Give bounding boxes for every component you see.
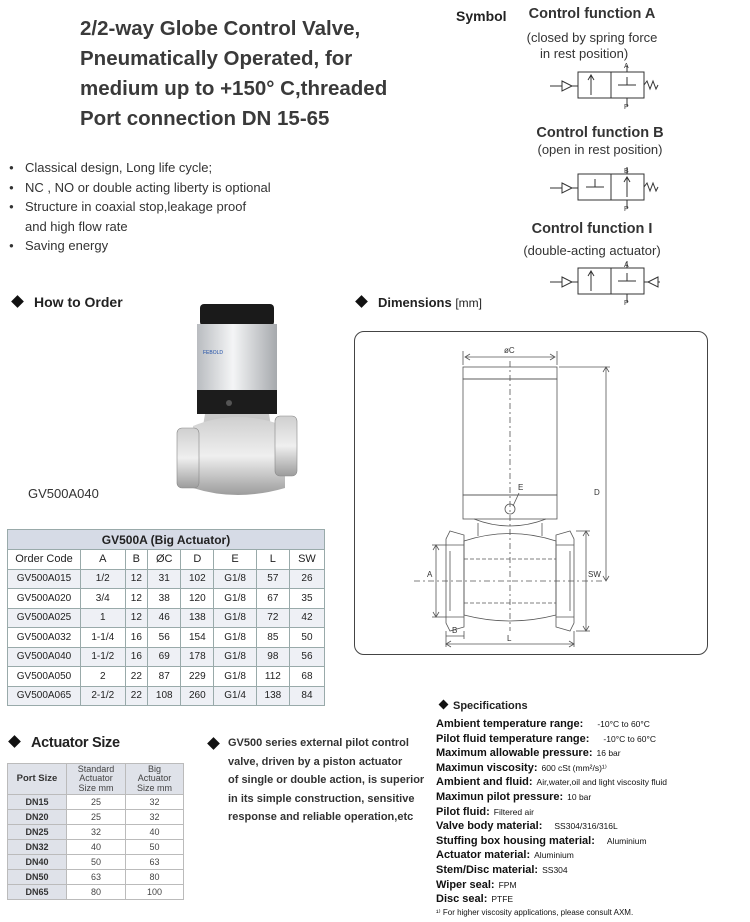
- specifications-list: [436, 717, 748, 919]
- symbol-function-i: [548, 258, 660, 306]
- feature-item: ● Structure in coaxial stop,leakage proof: [8, 197, 308, 217]
- order-table-header: [8, 550, 325, 570]
- diamond-bullet-icon: [355, 295, 368, 308]
- table-row: GV500A040 1-1/2 16 69 178 G1/8 98 56: [8, 647, 325, 667]
- port-label-a: A: [624, 63, 629, 70]
- cf-subtitle: (open in rest position): [537, 142, 663, 157]
- table-row: DN32 40 50: [8, 840, 184, 855]
- control-function-b: [490, 124, 710, 158]
- cf-subtitle: (double-acting actuator): [523, 243, 661, 258]
- brand-label: FEBOLD: [203, 350, 224, 356]
- control-function-i: [482, 220, 702, 259]
- spec-item: Valve body material: SS304/316/316L: [436, 820, 618, 833]
- spec-item: Maximum allowable pressure: 16 bar: [436, 747, 621, 760]
- col-header: Order Code: [8, 550, 81, 570]
- dim-label-e: E: [518, 483, 524, 492]
- dim-label-a: A: [427, 570, 433, 579]
- col-header: Port Size: [8, 764, 67, 795]
- dim-label-c: øC: [504, 346, 515, 355]
- actuator-size-table: [7, 763, 184, 900]
- col-header: D: [181, 550, 214, 570]
- port-label-a: A: [624, 262, 629, 269]
- col-header: L: [256, 550, 289, 570]
- cf-title: Control function B: [536, 125, 664, 141]
- specifications-heading: Specifications: [440, 700, 528, 712]
- spec-item: Disc seal: PTFE: [436, 893, 514, 906]
- dim-label-sw: SW: [588, 570, 601, 579]
- spec-footnote: ¹⁾ For higher viscosity applications, please consult AXM.: [436, 907, 634, 917]
- dim-label-d: D: [594, 488, 600, 497]
- port-label-p: P: [624, 300, 629, 306]
- table-row: GV500A020 3/4 12 38 120 G1/8 67 35: [8, 589, 325, 609]
- symbol-function-b: [548, 164, 660, 212]
- feature-item-continued: and high flow rate: [25, 218, 128, 234]
- title-line: Port connection DN 15-65: [80, 107, 330, 130]
- spec-item: Stem/Disc material: SS304: [436, 863, 568, 876]
- table-row: DN40 50 63: [8, 855, 184, 870]
- feature-item: ● Saving energy: [8, 236, 308, 256]
- spec-item: Pilot fluid temperature range: -10°C to 60°C: [436, 732, 657, 745]
- port-label-p: P: [624, 206, 629, 212]
- feature-list: [8, 158, 308, 256]
- table-row: DN15 25 32: [8, 795, 184, 810]
- table-row: GV500A065 2-1/2 22 108 260 G1/4 138 84: [8, 686, 325, 706]
- title-line: medium up to +150° C,threaded: [80, 77, 388, 100]
- order-table: [7, 529, 325, 706]
- dim-label-b: B: [452, 626, 458, 635]
- diamond-bullet-icon: [8, 735, 21, 748]
- diamond-bullet-icon: [11, 295, 24, 308]
- col-header: B: [125, 550, 148, 570]
- actuator-size-heading: Actuator Size: [10, 735, 120, 751]
- diamond-bullet-icon: [439, 700, 449, 710]
- col-header: Standard Actuator Size mm: [67, 764, 126, 795]
- control-function-a: [482, 5, 702, 62]
- title-line: Pneumatically Operated, for: [80, 47, 353, 70]
- cf-title: Control function A: [528, 6, 656, 22]
- feature-item: ● NC , NO or double acting liberty is optional: [8, 178, 308, 198]
- valve-product-image: [175, 298, 300, 500]
- spec-item: Stuffing box housing material: Aluminium: [436, 834, 647, 847]
- spec-item: Maximun pilot pressure: 10 bar: [436, 790, 592, 803]
- port-label-b: B: [624, 168, 629, 175]
- spec-item: Pilot fluid: Filtered air: [436, 805, 534, 818]
- port-label-p: P: [624, 104, 629, 110]
- cf-title: Control function I: [531, 221, 653, 237]
- page-title: [80, 14, 440, 134]
- col-header: E: [214, 550, 256, 570]
- actuator-table-header: [8, 764, 184, 795]
- order-table-title: GV500A (Big Actuator): [8, 530, 325, 550]
- col-header: SW: [289, 550, 324, 570]
- product-label: GV500A040: [28, 486, 99, 501]
- table-row: GV500A032 1-1/4 16 56 154 G1/8 85 50: [8, 628, 325, 648]
- dim-label-l: L: [507, 634, 512, 643]
- table-row: DN20 25 32: [8, 810, 184, 825]
- table-row: DN65 80 100: [8, 885, 184, 900]
- spec-item: Ambient and fluid: Air,water,oil and light viscosity fluid: [436, 776, 667, 789]
- spec-item: Actuator material: Aluminium: [436, 849, 574, 862]
- table-row: GV500A015 1/2 12 31 102 G1/8 57 26: [8, 569, 325, 589]
- spec-item: Ambient temperature range: -10°C to 60°C: [436, 718, 650, 730]
- spec-item: Maximun viscosity: 600 cSt (mm²/s)¹⁾: [436, 761, 607, 774]
- dimensions-unit: [mm]: [455, 296, 482, 310]
- table-row: GV500A050 2 22 87 229 G1/8 112 68: [8, 667, 325, 687]
- symbol-function-a: [548, 62, 660, 110]
- dimension-drawing: [354, 331, 706, 653]
- table-row: GV500A025 1 12 46 138 G1/8 72 42: [8, 608, 325, 628]
- col-header: Big Actuator Size mm: [126, 764, 184, 795]
- symbol-heading: Symbol: [456, 8, 507, 24]
- table-row: DN50 63 80: [8, 870, 184, 885]
- feature-item: ● Classical design, Long life cycle;: [8, 158, 308, 178]
- how-to-order-heading: How to Order: [13, 294, 123, 310]
- col-header: A: [81, 550, 126, 570]
- dimensions-heading: Dimensions [mm]: [357, 295, 482, 310]
- title-line: 2/2-way Globe Control Valve,: [80, 17, 361, 40]
- diamond-bullet-icon: [207, 737, 220, 750]
- cf-subtitle: in rest position): [540, 46, 629, 61]
- col-header: ØC: [148, 550, 181, 570]
- cf-subtitle: (closed by spring force: [526, 30, 658, 45]
- product-description: GV500 series external pilot control valve, driven by a piston actuator of single or double action, is superior in its simple construction, sensitive response and reliable operation,etc: [228, 737, 425, 823]
- spec-item: Wiper seal: FPM: [436, 878, 517, 891]
- table-row: DN25 32 40: [8, 825, 184, 840]
